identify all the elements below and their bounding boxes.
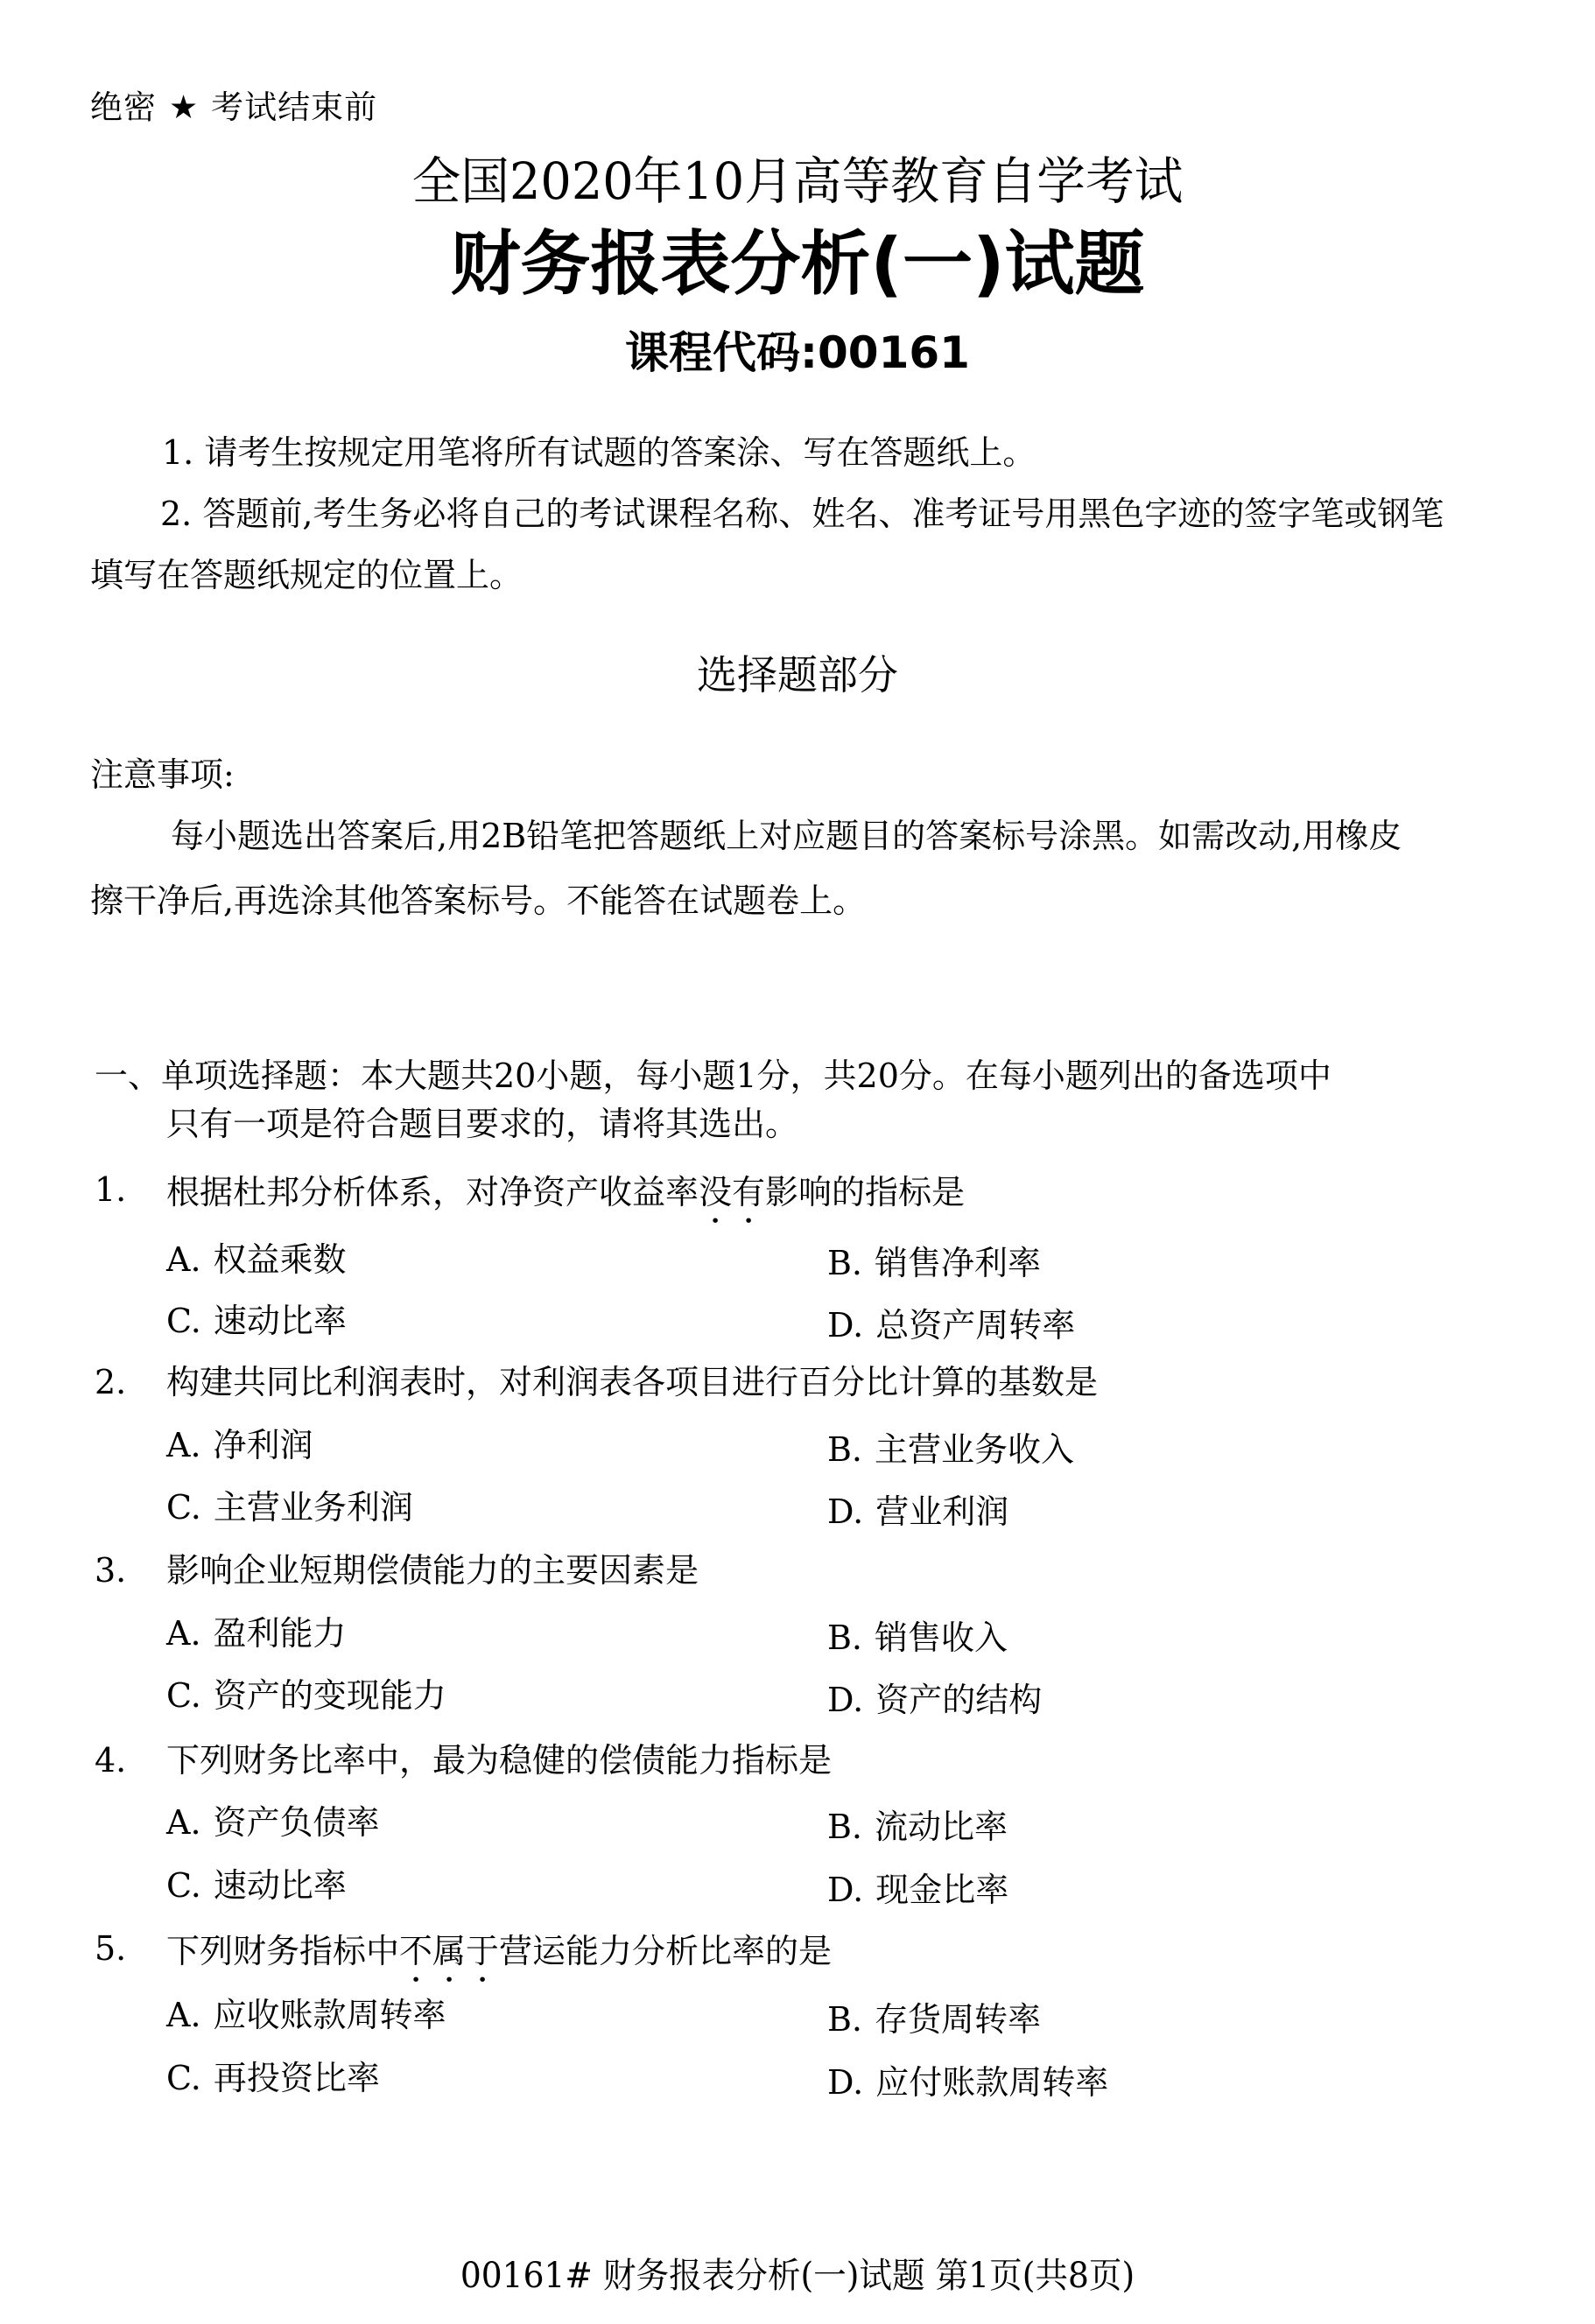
option-letter: B. <box>827 1244 863 1282</box>
option-c <box>166 1488 413 1527</box>
option-b <box>827 1430 1075 1469</box>
option-c <box>166 2061 380 2095</box>
instruction-2-line2: 填写在答题纸规定的位置上。 <box>90 556 523 594</box>
option-a <box>166 1240 347 1279</box>
option-text: 主营业务利润 <box>213 1488 413 1527</box>
option-text: 盈利能力 <box>213 1614 347 1653</box>
question-number: 5. <box>95 1929 127 1968</box>
option-letter: A. <box>166 1614 201 1653</box>
page-footer: 00161# 财务报表分析(一)试题 第1页(共8页) <box>460 2256 1135 2296</box>
question-number: 2. <box>95 1363 127 1401</box>
notice-line-1: 每小题选出答案后,用2B铅笔把答题纸上对应题目的答案标号涂黑。如需改动,用橡皮 <box>171 817 1402 855</box>
section-heading-line2: 只有一项是符合题目要求的，请将其选出。 <box>166 1105 799 1143</box>
option-letter: B. <box>827 1430 863 1469</box>
option-a <box>166 1426 313 1464</box>
option-letter: D. <box>827 1306 864 1345</box>
paper-title: 财务报表分析(一)试题 <box>450 223 1145 305</box>
option-letter: D. <box>827 1871 864 1909</box>
question-text <box>166 1932 832 1990</box>
question-number: 1. <box>95 1170 127 1209</box>
option-b <box>827 2000 1042 2039</box>
instruction-2-line1: 2. 答题前,考生务必将自己的考试课程名称、姓名、准考证号用黑色字迹的签字笔或钢笔 <box>160 495 1444 533</box>
question-text <box>166 1741 833 1780</box>
option-c <box>166 1676 446 1715</box>
option-letter: A. <box>166 1240 201 1279</box>
emphasized-text: 不属于 <box>399 1932 500 1970</box>
option-text: 营业利润 <box>875 1492 1009 1531</box>
option-text: 销售收入 <box>875 1618 1008 1657</box>
option-text: 资产负债率 <box>213 1803 380 1842</box>
option-letter: D. <box>827 2063 864 2102</box>
section-heading-line1: 一、单项选择题：本大题共20小题，每小题1分，共20分。在每小题列出的备选项中 <box>95 1057 1332 1095</box>
option-letter: B. <box>827 2000 863 2039</box>
question-text <box>166 1551 699 1590</box>
option-text: 总资产周转率 <box>875 1306 1076 1345</box>
course-code-value: 00161 <box>818 327 970 378</box>
option-text: 资产的变现能力 <box>213 1676 446 1715</box>
option-text: 应付账款周转率 <box>875 2063 1109 2102</box>
option-text: 现金比率 <box>875 1871 1009 1909</box>
option-a <box>166 1803 380 1842</box>
course-code-label: 课程代码: <box>625 327 819 378</box>
option-d <box>827 1871 1009 1909</box>
question-text-part: 下列财务比率中，最为稳健的偿债能力指标是 <box>166 1741 833 1780</box>
instruction-1: 1. 请考生按规定用笔将所有试题的答案涂、写在答题纸上。 <box>162 433 1036 472</box>
before-exam-end-text: 考试结束前 <box>211 88 378 126</box>
option-text: 速动比率 <box>213 1866 347 1905</box>
option-letter: C. <box>166 1302 201 1340</box>
question-text-part: 构建共同比利润表时，对利润表各项目进行百分比计算的基数是 <box>166 1363 1099 1401</box>
option-b <box>827 1246 1041 1280</box>
star-icon: ★ <box>169 88 200 126</box>
exam-title: 全国2020年10月高等教育自学考试 <box>411 151 1184 211</box>
option-letter: A. <box>166 1803 201 1842</box>
question-text-part: 根据杜邦分析体系，对净资产收益率 <box>166 1173 699 1211</box>
option-d <box>827 1492 1009 1531</box>
option-letter: B. <box>827 1808 863 1846</box>
notice-label: 注意事项: <box>90 755 235 794</box>
option-a <box>166 1998 446 2032</box>
option-d <box>827 1306 1076 1345</box>
course-code <box>0 327 1595 378</box>
option-letter: A. <box>166 1996 201 2034</box>
secret-text: 绝密 <box>90 88 157 126</box>
option-text: 应收账款周转率 <box>213 1996 446 2034</box>
option-letter: C. <box>166 2059 201 2097</box>
confidential-label <box>90 88 378 126</box>
option-text: 主营业务收入 <box>875 1430 1075 1469</box>
question-text-part: 下列财务指标中 <box>166 1932 400 1970</box>
option-letter: B. <box>827 1618 863 1657</box>
notice-line-2: 擦干净后,再选涂其他答案标号。不能答在试题卷上。 <box>90 881 867 920</box>
option-text: 销售净利率 <box>875 1244 1042 1282</box>
option-letter: D. <box>827 1492 864 1531</box>
option-text: 速动比率 <box>213 1302 347 1340</box>
option-letter: D. <box>827 1681 864 1719</box>
option-text: 存货周转率 <box>875 2000 1042 2039</box>
option-a <box>166 1614 347 1653</box>
option-b <box>827 1618 1008 1657</box>
option-text: 资产的结构 <box>875 1681 1043 1719</box>
part-title: 选择题部分 <box>697 651 898 699</box>
option-letter: C. <box>166 1676 201 1715</box>
option-text: 净利润 <box>213 1426 313 1464</box>
option-letter: A. <box>166 1426 201 1464</box>
question-text <box>166 1173 965 1231</box>
option-c <box>166 1304 347 1338</box>
question-number: 3. <box>95 1551 127 1590</box>
option-d <box>827 1683 1042 1717</box>
emphasized-text: 没有 <box>699 1173 766 1211</box>
question-text <box>166 1363 1099 1401</box>
option-text: 权益乘数 <box>213 1240 347 1279</box>
question-text-part: 影响的指标是 <box>765 1173 966 1211</box>
option-b <box>827 1808 1008 1846</box>
question-text-part: 影响企业短期偿债能力的主要因素是 <box>166 1551 699 1590</box>
option-letter: C. <box>166 1488 201 1527</box>
option-c <box>166 1866 347 1905</box>
question-text-part: 营运能力分析比率的是 <box>499 1932 833 1970</box>
question-number: 4. <box>95 1741 127 1780</box>
option-text: 再投资比率 <box>213 2059 380 2097</box>
option-text: 流动比率 <box>875 1808 1008 1846</box>
option-letter: C. <box>166 1866 201 1905</box>
option-d <box>827 2063 1109 2102</box>
